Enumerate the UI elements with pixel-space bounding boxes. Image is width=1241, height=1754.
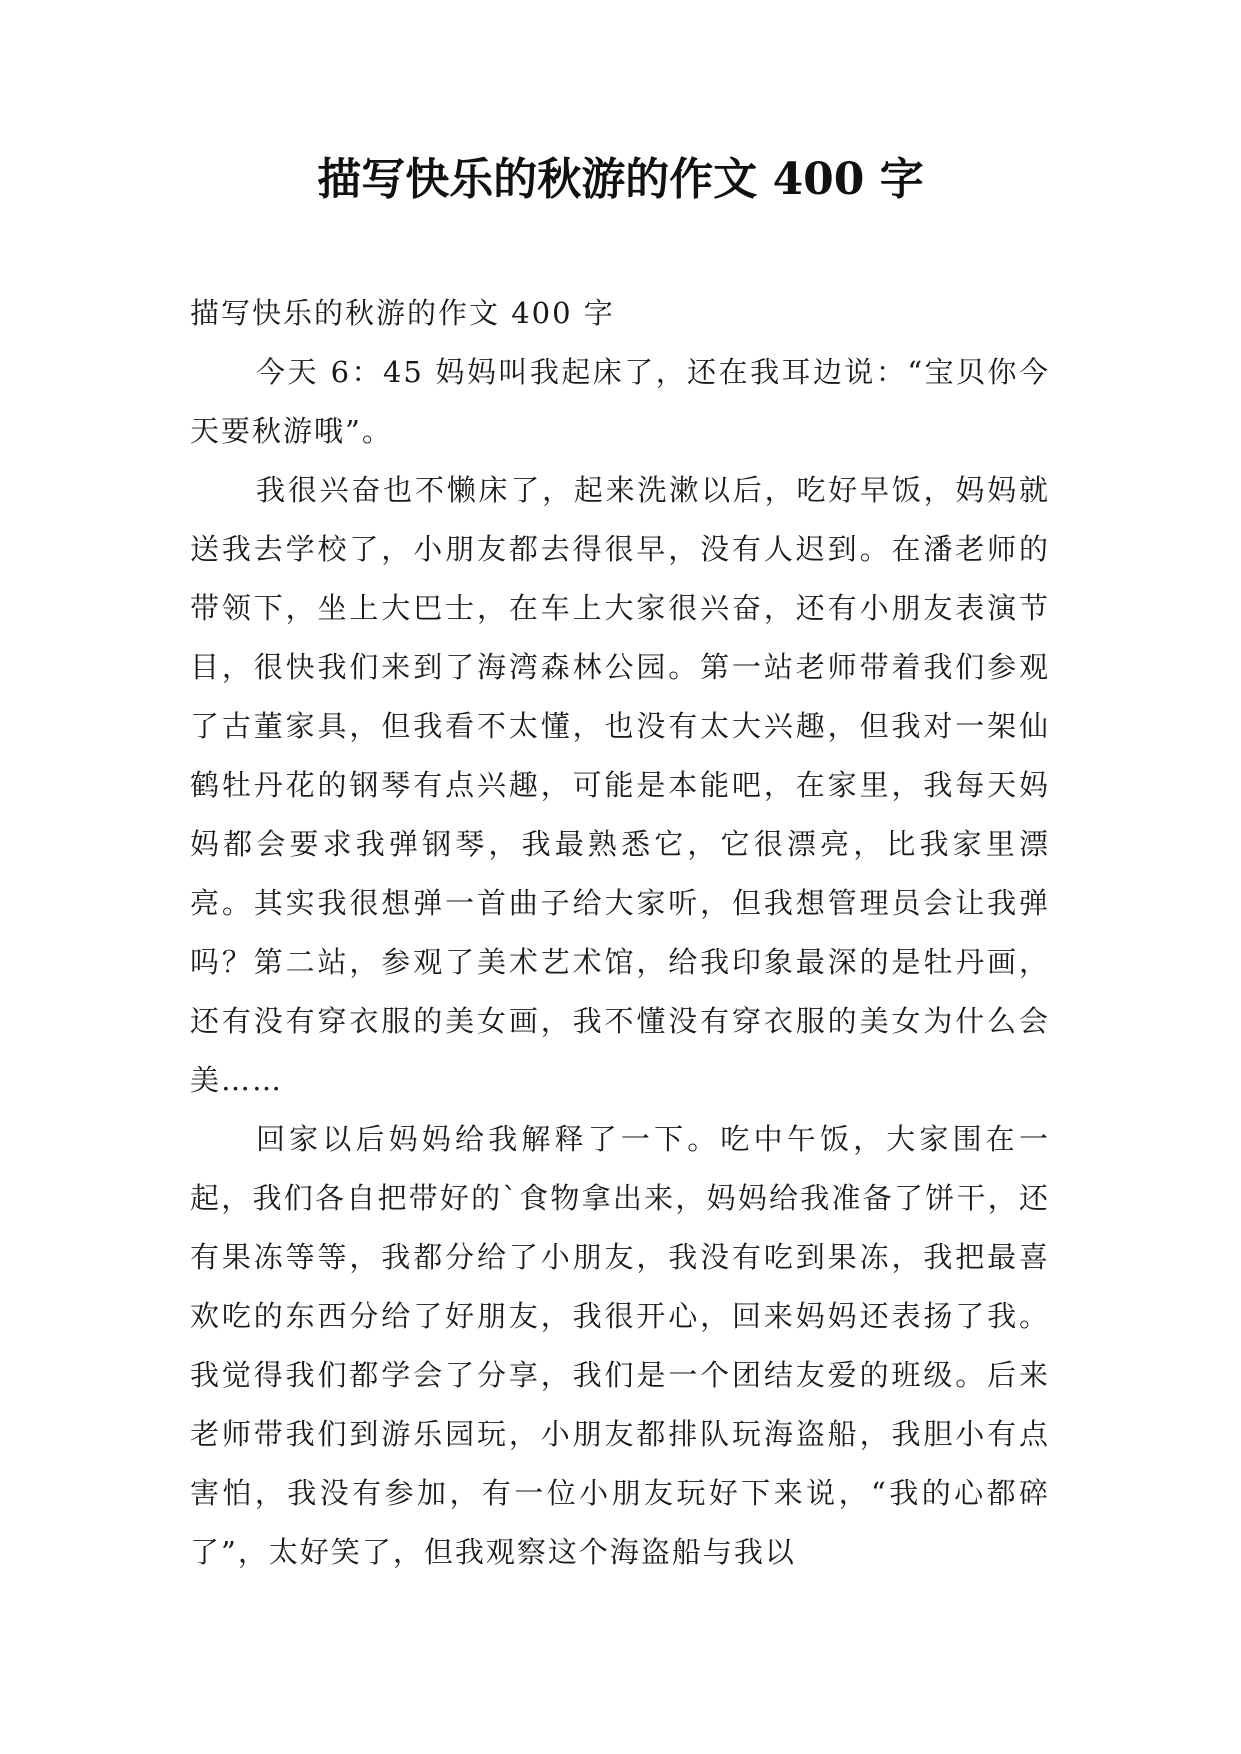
paragraph: 今天 6：45 妈妈叫我起床了，还在我耳边说：“宝贝你今天要秋游哦”。: [190, 355, 1050, 448]
document-title: 描写快乐的秋游的作文 400 字: [317, 154, 924, 205]
document-subtitle: 描写快乐的秋游的作文 400 字: [190, 296, 615, 330]
document-body: [190, 284, 1050, 1582]
paragraph: 我很兴奋也不懒床了，起来洗漱以后，吃好早饭，妈妈就送我去学校了，小朋友都去得很早，没有人迟到。在潘老师的带领下，坐上大巴士，在车上大家很兴奋，还有小朋友表演节目，很快我们来到了海湾森林公园。第一站老师带着我们参观了古董家具，但我看不太懂，也没有太大兴趣，但我对一架仙鹤牡丹花的钢琴有点兴趣，可能是本能吧，在家里，我每天妈妈都会要求我弹钢琴，我最熟悉它，它很漂亮，比我家里漂亮。其实我很想弹一首曲子给大家听，但我想管理员会让我弹吗？第二站，参观了美术艺术馆，给我印象最深的是牡丹画，还有没有穿衣服的美女画，我不懂没有穿衣服的美女为什么会美……: [190, 473, 1050, 1097]
paragraph: 回家以后妈妈给我解释了一下。吃中午饭，大家围在一起，我们各自把带好的`食物拿出来，妈妈给我准备了饼干，还有果冻等等，我都分给了小朋友，我没有吃到果冻，我把最喜欢吃的东西分给了好朋友，我很开心，回来妈妈还表扬了我。我觉得我们都学会了分享，我们是一个团结友爱的班级。后来老师带我们到游乐园玩，小朋友都排队玩海盗船，我胆小有点害怕，我没有参加，有一位小朋友玩好下来说，“我的心都碎了”，太好笑了，但我观察这个海盗船与我以: [190, 1122, 1050, 1569]
